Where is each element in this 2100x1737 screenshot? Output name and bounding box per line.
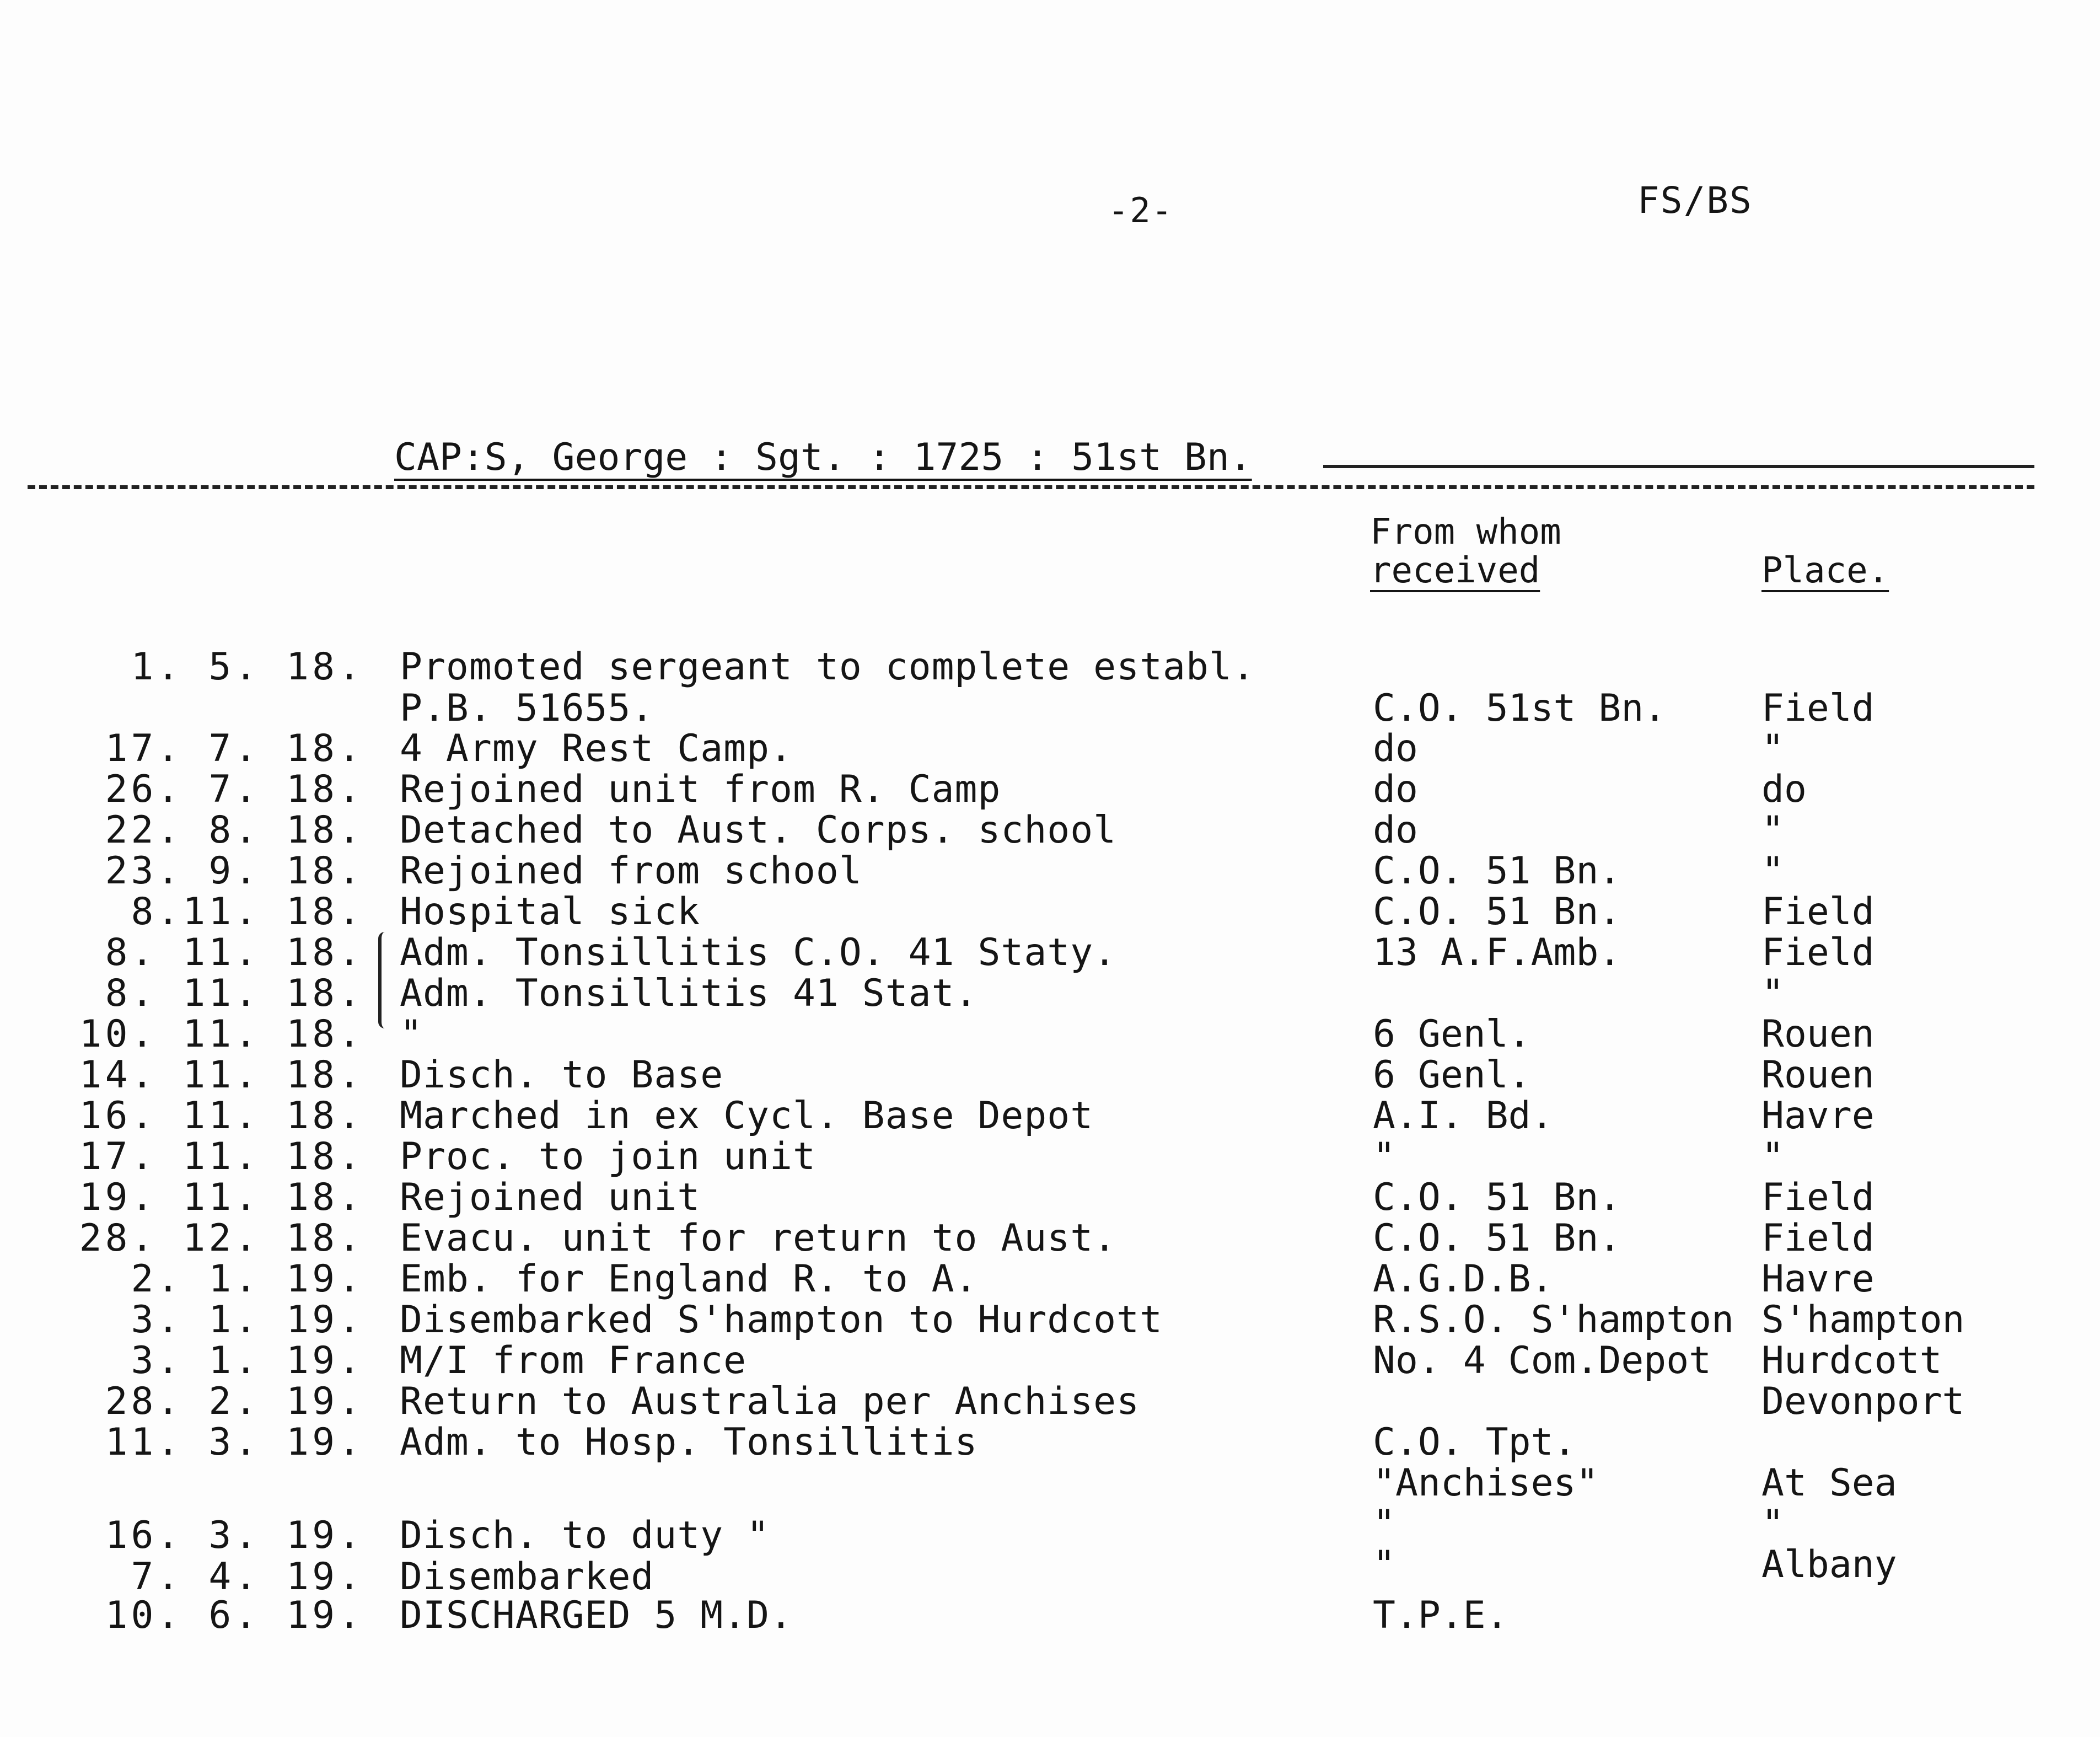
entry-from-whom: 6 Genl. — [1373, 1053, 1531, 1097]
entry-place: " — [1761, 1502, 1784, 1546]
entry-from-whom: No. 4 Com.Depot — [1373, 1339, 1712, 1382]
entry-place: " — [1761, 1135, 1784, 1178]
entry-from-whom: C.O. 51 Bn. — [1373, 849, 1621, 893]
entry-place: Field — [1761, 687, 1875, 730]
entry-date: 10. 11. 18. — [79, 1012, 364, 1056]
entry-place: Field — [1761, 1176, 1875, 1219]
entry-description: Disembarked — [400, 1555, 654, 1599]
table-row — [0, 727, 2100, 768]
entry-date: 8.11. 18. — [131, 890, 364, 934]
entry-description: Disembarked S'hampton to Hurdcott — [400, 1298, 1163, 1342]
entry-date: 22. 8. 18. — [105, 808, 364, 852]
entry-description: Detached to Aust. Corps. school — [400, 808, 1117, 852]
entry-place: " — [1761, 972, 1784, 1015]
entry-date: 23. 9. 18. — [105, 849, 364, 893]
entry-description: Adm. Tonsillitis C.O. 41 Staty. — [400, 931, 1117, 974]
entry-date: 17. 7. 18. — [105, 727, 364, 770]
entry-from-whom: 6 Genl. — [1373, 1012, 1531, 1056]
entry-date: 8. 11. 18. — [105, 972, 364, 1015]
entry-from-whom: C.O. 51 Bn. — [1373, 1216, 1621, 1260]
entry-from-whom: A.I. Bd. — [1373, 1094, 1554, 1138]
entry-place: Devonport — [1761, 1380, 1965, 1423]
entry-date: 11. 3. 19. — [105, 1420, 364, 1464]
entry-date: 3. 1. 19. — [131, 1339, 364, 1382]
entry-from-whom: 13 A.F.Amb. — [1373, 931, 1621, 974]
table-row — [0, 849, 2100, 893]
entry-place: Hurdcott — [1761, 1339, 1942, 1382]
table-row — [0, 808, 2100, 852]
entry-from-whom: C.O. 51st Bn. — [1373, 687, 1667, 730]
entry-from-whom: A.G.D.B. — [1373, 1257, 1554, 1301]
table-row — [0, 972, 2100, 1015]
entry-date: 1. 5. 18. — [131, 645, 364, 689]
table-row — [0, 1012, 2100, 1056]
entry-description: DISCHARGED 5 M.D. — [400, 1594, 793, 1637]
table-row — [0, 1257, 2100, 1301]
from-header-line2: received — [1370, 550, 1540, 591]
table-row — [0, 1298, 2100, 1342]
entry-from-whom: C.O. Tpt. — [1373, 1420, 1576, 1464]
soldier-header: CAP:S, George : Sgt. : 1725 : 51st Bn. — [394, 436, 1252, 479]
entry-place: At Sea — [1761, 1461, 1897, 1505]
entry-description: Rejoined from school — [400, 849, 862, 893]
header-underline-rule — [1323, 465, 2034, 468]
column-header-place — [1761, 551, 1889, 590]
entry-date: 14. 11. 18. — [79, 1053, 364, 1097]
entry-place: Field — [1761, 890, 1875, 934]
entry-date: 28. 2. 19. — [105, 1380, 364, 1423]
entry-description: Evacu. unit for return to Aust. — [400, 1216, 1117, 1260]
entry-place: Havre — [1761, 1257, 1875, 1301]
entry-description: Rejoined unit — [400, 1176, 701, 1219]
table-row — [0, 768, 2100, 811]
entry-from-whom: do — [1373, 727, 1418, 770]
entry-from-whom: do — [1373, 768, 1418, 811]
table-row — [0, 1135, 2100, 1176]
file-reference: FS/BS — [1637, 179, 1753, 222]
entry-date: 3. 1. 19. — [131, 1298, 364, 1342]
table-row — [0, 687, 2100, 730]
entry-date: 7. 4. 19. — [131, 1555, 364, 1599]
table-row — [0, 1339, 2100, 1380]
entry-place: Havre — [1761, 1094, 1875, 1138]
entry-description: Return to Australia per Anchises — [400, 1380, 1140, 1423]
table-row — [0, 1380, 2100, 1423]
table-row — [0, 1176, 2100, 1219]
entry-description: 4 Army Rest Camp. — [400, 727, 793, 770]
entry-place: Field — [1761, 931, 1875, 974]
entry-description: Hospital sick — [400, 890, 701, 934]
entry-description: M/I from France — [400, 1339, 747, 1382]
entry-description: " — [400, 1012, 423, 1056]
entry-description: Adm. Tonsillitis 41 Stat. — [400, 972, 978, 1015]
table-row — [0, 645, 2100, 689]
column-header-from-whom — [1370, 513, 1561, 590]
table-row — [0, 890, 2100, 934]
entry-description: Promoted sergeant to complete establ. — [400, 645, 1255, 689]
entry-date: 16. 3. 19. — [105, 1514, 364, 1557]
entry-place: Rouen — [1761, 1053, 1875, 1097]
entry-date: 8. 11. 18. — [105, 931, 364, 974]
entry-place: " — [1761, 808, 1784, 852]
table-row — [0, 1461, 2100, 1505]
entry-date: 19. 11. 18. — [79, 1176, 364, 1219]
entry-description: Marched in ex Cycl. Base Depot — [400, 1094, 1094, 1138]
entry-from-whom: " — [1373, 1502, 1395, 1546]
entry-place: " — [1761, 727, 1784, 770]
entry-description: P.B. 51655. — [400, 687, 654, 730]
table-row — [0, 1555, 2100, 1599]
table-row — [0, 1053, 2100, 1097]
entry-description: Rejoined unit from R. Camp — [400, 768, 1001, 811]
entry-description: Adm. to Hosp. Tonsillitis — [400, 1420, 978, 1464]
entry-from-whom: "Anchises" — [1373, 1461, 1599, 1505]
entry-date: 28. 12. 18. — [79, 1216, 364, 1260]
entry-date: 16. 11. 18. — [79, 1094, 364, 1138]
entry-from-whom: do — [1373, 808, 1418, 852]
table-row — [0, 1420, 2100, 1464]
table-row — [0, 1594, 2100, 1637]
place-header: Place. — [1761, 550, 1889, 591]
entry-date: 2. 1. 19. — [131, 1257, 364, 1301]
entry-place: do — [1761, 768, 1807, 811]
entry-description: Disch. to Base — [400, 1053, 724, 1097]
entry-date: 17. 11. 18. — [79, 1135, 364, 1178]
entry-from-whom: " — [1373, 1135, 1395, 1178]
entry-description: Proc. to join unit — [400, 1135, 816, 1178]
entry-from-whom: R.S.O. S'hampton — [1373, 1298, 1734, 1342]
entry-place: Field — [1761, 1216, 1875, 1260]
page-number: -2- — [1108, 190, 1173, 230]
entry-description: Emb. for England R. to A. — [400, 1257, 978, 1301]
header-divider-rule — [28, 485, 2034, 489]
table-row — [0, 1216, 2100, 1260]
entry-description: Disch. to duty " — [400, 1514, 770, 1557]
entry-from-whom: C.O. 51 Bn. — [1373, 890, 1621, 934]
table-row — [0, 931, 2100, 972]
entry-from-whom: C.O. 51 Bn. — [1373, 1176, 1621, 1219]
entry-place: Rouen — [1761, 1012, 1875, 1056]
entry-place: Albany — [1761, 1543, 1897, 1586]
entry-date: 10. 6. 19. — [105, 1594, 364, 1637]
entry-from-whom: T.P.E. — [1373, 1594, 1508, 1637]
entry-place: " — [1761, 849, 1784, 893]
entry-from-whom: " — [1373, 1543, 1395, 1586]
from-header-line1: From whom — [1370, 512, 1561, 553]
entry-place: S'hampton — [1761, 1298, 1965, 1342]
table-row — [0, 1094, 2100, 1138]
entry-date: 26. 7. 18. — [105, 768, 364, 811]
